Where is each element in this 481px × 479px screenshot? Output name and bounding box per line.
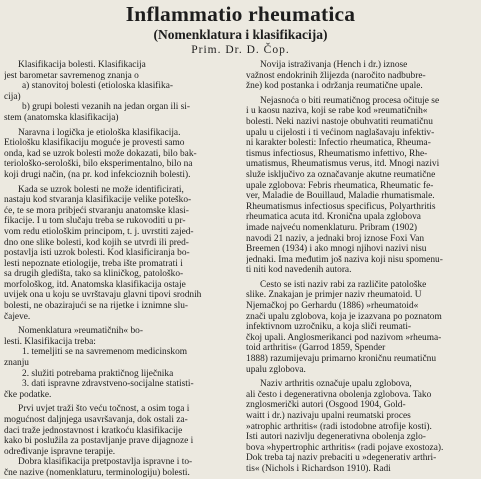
text-line: lesti nepoznate etiologije, treba ište promatrati i (4, 258, 183, 269)
text-line: Novija istraživanja (Hench i dr.) iznose (260, 60, 408, 70)
text-line: teriološko-serološki, bilo eksperimentalno, bilo na (4, 159, 193, 170)
text-line: kako bi poslužila za postavljanje prave dijagnoze i (4, 436, 194, 447)
text-line: Kada se uzrok bolesti ne može identificirati, (18, 184, 184, 195)
text-line: Isti autori nazivlju degenerativna obolenja zglo- (246, 432, 426, 443)
text-line: čne nazive (nomenklaturu, terminologiju) bolesti. (4, 467, 190, 478)
text-line: bolesti, ne obazirajući se na rijetke i iznimne slu- (4, 301, 189, 312)
text-line: Breemen (1934) i ako mnogi njihovi nazivi nisu (246, 244, 427, 255)
text-line: znglosmerički autori (Osgood 1904, Gold- (246, 400, 406, 411)
text-line: tismus infectiosus, Rheumatismo infettivo, Rhe- (246, 148, 428, 159)
text-line: znači upalu zglobova, koja je izazvana po poznatom (246, 311, 442, 322)
text-line: nastaju kod stvaranja klasifikacije velike poteško- (4, 195, 192, 206)
article-subtitle: (Nomenklatura i klasifikacija) (153, 27, 328, 42)
text-line: upalu zglobova. (246, 364, 306, 375)
text-line: Nejasnoća o biti reumatičnog procesa očituje se (260, 95, 440, 106)
text-line: daci traže jednostavnost i kratkoću klasifikacije (4, 425, 183, 436)
text-line: umatismus, Rheumatismus verus, itd. Mnogi nazivi (246, 159, 440, 170)
text-line: žne) kod postanka i održanja reumatične upale. (246, 81, 423, 92)
text-line: uvijek ona u koju se uvrštavaju glavni tipovi srodnih (4, 290, 202, 301)
text-line: Rheumatismus infectiosus specificus, Polyarthritis (246, 201, 436, 212)
text-line: 1888) razumijevaju primarno kroničnu reumatičnu (246, 354, 437, 365)
text-line: a) stanovitoj bolesti (etioloska klasifika- (22, 81, 174, 92)
text-line: upale zglobova: Febris rheumatica, Rheumatic fe- (246, 180, 434, 191)
text-line: »atrophic arthritis« (radi istodobne atrofije kosti). (246, 421, 432, 432)
text-line: stem (anatomska klasifikacija) (4, 112, 119, 123)
text-line: ti niti kod navedenih autora. (246, 265, 352, 276)
article-title: Inflammatio rheumatica (125, 2, 356, 26)
text-line: vom redu etiološkim principom, t. j. uvrstiti zajed- (4, 226, 194, 237)
text-line: lesti. Klasifikacija treba: (4, 336, 96, 347)
text-line: sa drugih gledišta, tako sa kliničkog, patološko- (4, 269, 184, 280)
text-line: Prvi uvjet traži što veću točnost, a osim toga i (18, 404, 190, 415)
text-line: ni karakter bolesti: Infectio rheumatica, Rheuma- (246, 138, 431, 149)
text-line: određivanje ispravne terapije. (4, 446, 116, 457)
text-line: Etiološku klasifikaciju moguće je provesti samo (4, 138, 185, 149)
text-line: upalu u cijelosti i ti većinom naglašavaju infektiv- (246, 127, 435, 138)
text-line: Nomenklatura »reumatičnih« bo- (18, 326, 143, 337)
text-line: navodi 21 naziv, a jednaki broj iznose Foxi Van (246, 233, 425, 244)
text-line: jest barometar savremenog znanja o (4, 70, 139, 81)
left-column (4, 60, 236, 479)
text-line: Klasifikacija bolesti. Klasifikacija (18, 60, 146, 70)
text-line: cija) (4, 91, 21, 102)
text-line: infektivnom uzročniku, a koja sliči reumati- (246, 322, 412, 333)
text-line: waitt i dr.) nazivaju upalni reumatski proces (246, 411, 411, 421)
text-line: Često se isti naziv rabi za različite patološke (260, 279, 427, 290)
text-line: jednaki. Ima međutim još naziva koji nisu spomenu- (246, 254, 443, 265)
text-line: rheumatica acuta itd. Kronična upala zglobova (246, 212, 421, 223)
text-line: dno one slike bolesti, kod kojih se utvrdi ili pred- (4, 237, 189, 248)
text-line: postavlja isti uzrok bolesti. Kod klasificiranja bo- (4, 248, 190, 259)
text-line: služe isključivo za označavanje akutne reumatične (246, 169, 436, 180)
text-line: čajeve. (4, 311, 31, 322)
text-line: ver, Maladie de Bouillaud, Maladie rhumatismale. (246, 191, 435, 202)
text-line: Naravna i logička je etiološka klasifikacija. (18, 127, 181, 138)
text-line: Naziv arthritis označuje upalu zglobova, (260, 379, 412, 390)
text-line: ali često i degenerativna obolenja zglobova. Tako (246, 389, 432, 400)
text-line: Dobra klasifikacija pretpostavlja ispravne i to- (18, 457, 193, 468)
text-line: bolesti. Neki nazivi nastoje obuhvatiti reumatičnu (246, 116, 433, 127)
text-line: mogućnost daljnjega usavršavanja, dok ostali za- (4, 415, 188, 425)
text-line: 1. temeljiti se na savremenom medicinskom (22, 347, 188, 358)
text-line: fikacije. I u tom slučaju treba se rukovoditi u pr- (4, 216, 186, 227)
text-line: znanju (4, 358, 29, 369)
text-line: b) grupi bolesti vezanih na jedan organ ili si- (22, 102, 191, 113)
right-column (246, 60, 478, 475)
text-line: Dok treba taj naziv prebaciti u »degenerativ arthri- (246, 453, 437, 464)
text-line: slike. Znakajan je primjer naziv rheumatoid. U (246, 290, 422, 301)
text-line: bova »hypertrophic arthritis« (radi pojave exostoza). (246, 442, 444, 453)
text-line: će, te se mora pribjeći stvaranju anatomske klasi- (4, 205, 189, 216)
text-line: čkoj upali. Anglosmerikanci pod nazivom »rheuma- (246, 332, 442, 343)
text-line: toid arthritis« (Garrod 1859, Spender (246, 343, 386, 354)
text-line: imade najveću nomenklaturu. Pribram (1902) (246, 222, 418, 233)
text-line: važnost endokrinih žlijezda (naročito nadbubre- (246, 70, 426, 81)
text-line: i u kaosu naziva, koji se rabe kod »reumatičnih« (246, 106, 428, 117)
text-line: koji drugi način, (na pr. kod infekcioznih bolesti). (4, 169, 191, 180)
text-line: Njemačkoj po Gerhardu (1886) »rheumatoid« (246, 301, 419, 312)
text-line: onda, kad se uzrok bolesti može dokazati, bilo bak- (4, 148, 197, 159)
text-line: tis« (Nichols i Richardson 1910). Radi (246, 463, 391, 474)
text-line: čke podatke. (4, 389, 52, 400)
text-line: 3. dati ispravne zdravstveno-socijalne statisti- (22, 379, 194, 390)
article-author: Prim. Dr. D. Čop. (191, 44, 290, 56)
text-line: morfološkog, itd. Anatomska klasifikacija ostaje (4, 279, 186, 290)
text-line: 2. služiti potrebama praktičnog liječnika (22, 368, 174, 379)
